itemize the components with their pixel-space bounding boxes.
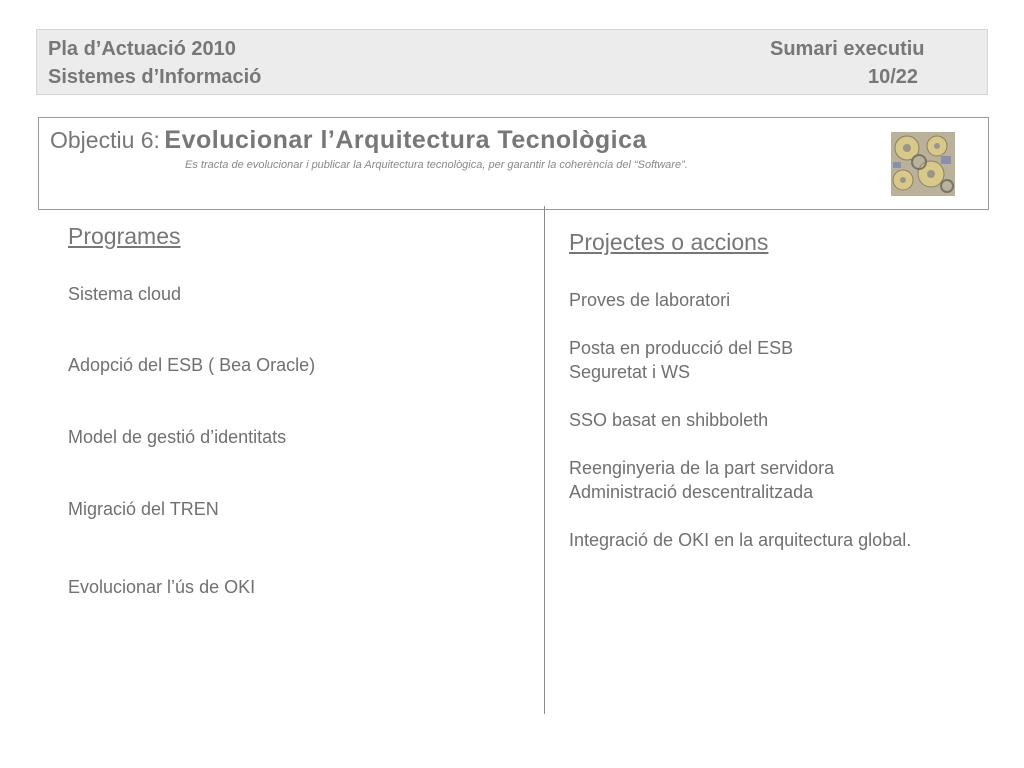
header-bar [36, 29, 988, 95]
projectes-item: Reenginyeria de la part servidora [569, 458, 835, 478]
projectes-item: Posta en producció del ESB [569, 338, 794, 358]
objective-title: Evolucionar l’Arquitectura Tecnològica [164, 126, 647, 154]
gears-icon [891, 132, 955, 196]
programes-item: Sistema cloud [68, 284, 182, 304]
objective-label: Objectiu 6: [50, 127, 160, 153]
programes-item: Evolucionar l’ús de OKI [68, 577, 256, 597]
projectes-item: SSO basat en shibboleth [569, 410, 769, 430]
programes-item: Adopció del ESB ( Bea Oracle) [68, 355, 316, 375]
projectes-item: Administració descentralitzada [569, 482, 814, 502]
programes-item: Model de gestió d’identitats [68, 427, 287, 447]
programes-item: Migració del TREN [68, 499, 219, 519]
column-divider [544, 206, 545, 714]
header-title-line1: Pla d’Actuació 2010 [48, 38, 236, 60]
objective-heading [50, 126, 647, 155]
projectes-heading: Projectes o accions [569, 229, 769, 255]
header-section: Sumari executiu [770, 38, 925, 60]
objective-box [38, 117, 989, 210]
header-title-line2: Sistemes d’Informació [48, 66, 262, 88]
objective-description: Es tracta de evolucionar i publicar la Arquitectura tecnològica, per garantir la coherència del “Software”. [185, 159, 688, 171]
header-page-number: 10/22 [868, 66, 919, 88]
projectes-item: Integració de OKI en la arquitectura global. [569, 530, 912, 550]
projectes-item: Proves de laboratori [569, 290, 731, 310]
projectes-item: Seguretat i WS [569, 362, 691, 382]
programes-heading: Programes [68, 223, 181, 249]
